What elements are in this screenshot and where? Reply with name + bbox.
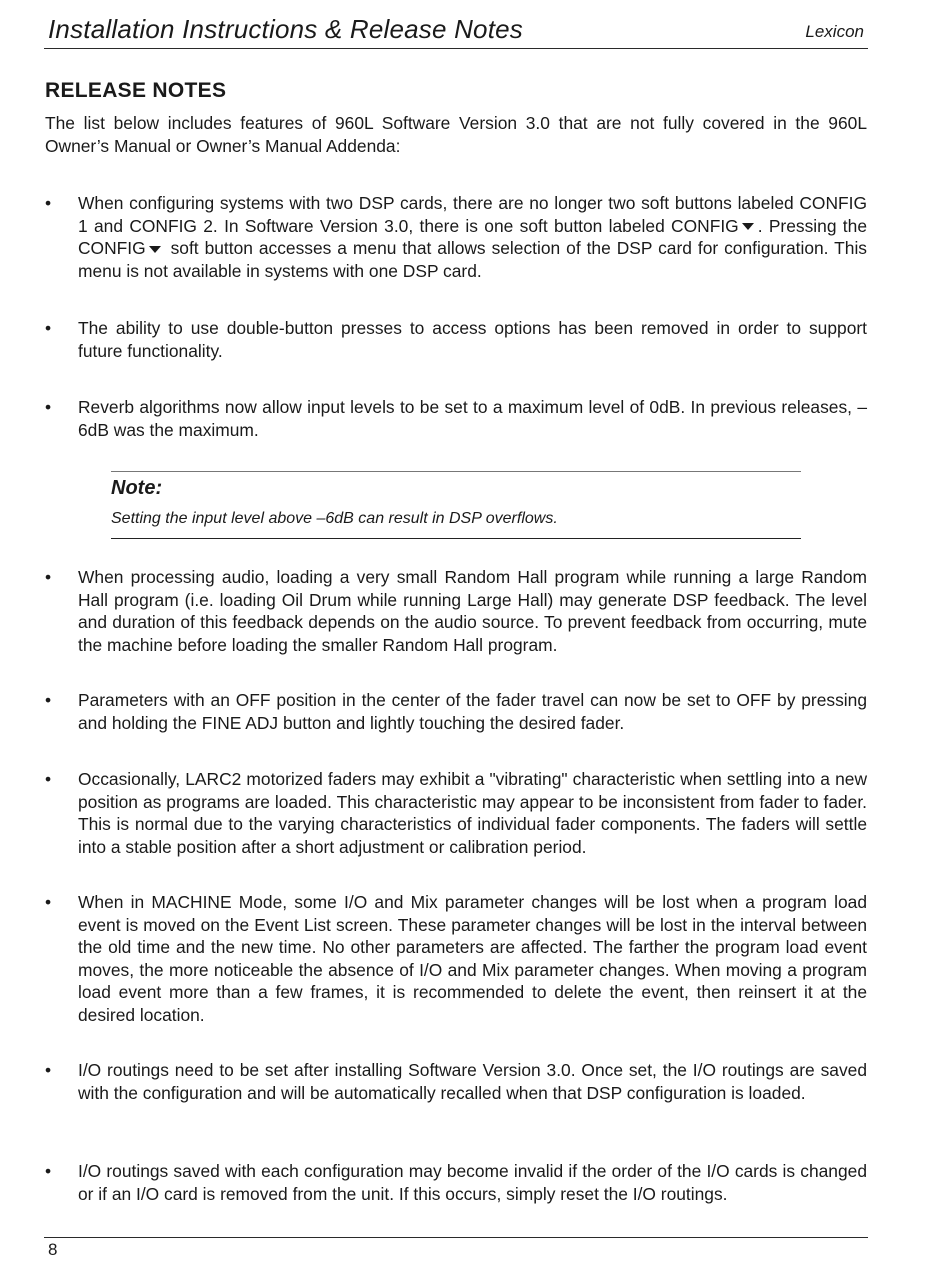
list-item-text: I/O routings need to be set after installing Software Version 3.0. Once set, the I/O routings are saved with the configuration and will be automatically recalled when that DSP configuration is loaded. <box>78 1060 867 1103</box>
note-title: Note: <box>111 477 163 499</box>
bullet-icon: • <box>45 193 52 213</box>
list-item <box>45 768 867 858</box>
dropdown-arrow-icon <box>149 246 161 253</box>
note-box <box>111 471 801 539</box>
list-item <box>45 689 867 734</box>
bullet-icon: • <box>45 690 52 710</box>
list-item <box>45 317 867 362</box>
list-item <box>45 192 867 282</box>
list-item-text: When processing audio, loading a very small Random Hall program while running a large Random Hall program (i.e. loading Oil Drum while running Large Hall) may generate DSP feedback. The level and duration of this feedback depends on the audio source. To prevent feedback from occurring, mute the machine before loading the smaller Random Hall program. <box>78 567 867 655</box>
bullet-icon: • <box>45 318 52 338</box>
footer-divider <box>44 1237 868 1238</box>
note-text: Setting the input level above –6dB can result in DSP overflows. <box>111 510 558 527</box>
header-brand: Lexicon <box>805 22 864 41</box>
list-item <box>45 396 867 441</box>
section-title: RELEASE NOTES <box>45 79 227 102</box>
page-number: 8 <box>48 1240 58 1259</box>
bullet-icon: • <box>45 397 52 417</box>
bullet-icon: • <box>45 567 52 587</box>
bullet-icon: • <box>45 1060 52 1080</box>
list-item-text: When in MACHINE Mode, some I/O and Mix parameter changes will be lost when a program load event is moved on the Event List screen. These parameter changes will be lost in the interval between the old time and the new time. No other parameters are affected. The farther the program load event moves, the more noticeable the absence of I/O and Mix parameter changes. When moving a program load event more than a few frames, it is recommended to delete the event, then reinsert it at the desired location. <box>78 892 867 1025</box>
list-item-text: I/O routings saved with each configuration may become invalid if the order of the I/O cards is changed or if an I/O card is removed from the unit. If this occurs, simply reset the I/O routings. <box>78 1161 867 1204</box>
bullet-icon: • <box>45 1161 52 1181</box>
list-item <box>45 1160 867 1205</box>
header-title: Installation Instructions & Release Notes <box>48 14 523 44</box>
list-item <box>45 566 867 656</box>
list-item-text: Occasionally, LARC2 motorized faders may exhibit a "vibrating" characteristic when settling into a new position as programs are loaded. This characteristic may appear to be inconsistent from fader to fader. This is normal due to the varying characteristics of individual fader components. The faders will settle into a stable position after a short adjustment or calibration period. <box>78 769 867 857</box>
list-item-text: Parameters with an OFF position in the center of the fader travel can now be set to OFF by pressing and holding the FINE ADJ button and lightly touching the desired fader. <box>78 690 867 733</box>
list-item <box>45 1059 867 1104</box>
list-item <box>45 891 867 1026</box>
bullet-icon: • <box>45 892 52 912</box>
bullet-icon: • <box>45 769 52 789</box>
list-item-text: The ability to use double-button presses to access options has been removed in order to support future functionality. <box>78 318 867 361</box>
list-item-text: Reverb algorithms now allow input levels to be set to a maximum level of 0dB. In previous releases, –6dB was the maximum. <box>78 397 867 440</box>
list-item-text: When configuring systems with two DSP cards, there are no longer two soft buttons labeled CONFIG 1 and CONFIG 2. In Software Version 3.0, there is one soft button labeled CONFIG . Pressing the CONFIG soft button accesses a menu that allows selection of the DSP card for configuration. This menu is not available in systems with one DSP card. <box>78 193 867 281</box>
dropdown-arrow-icon <box>742 223 754 230</box>
page-header <box>44 10 868 49</box>
intro-paragraph: The list below includes features of 960L Software Version 3.0 that are not fully covered in the 960L Owner’s Manual or Owner’s Manual Addenda: <box>45 113 867 156</box>
